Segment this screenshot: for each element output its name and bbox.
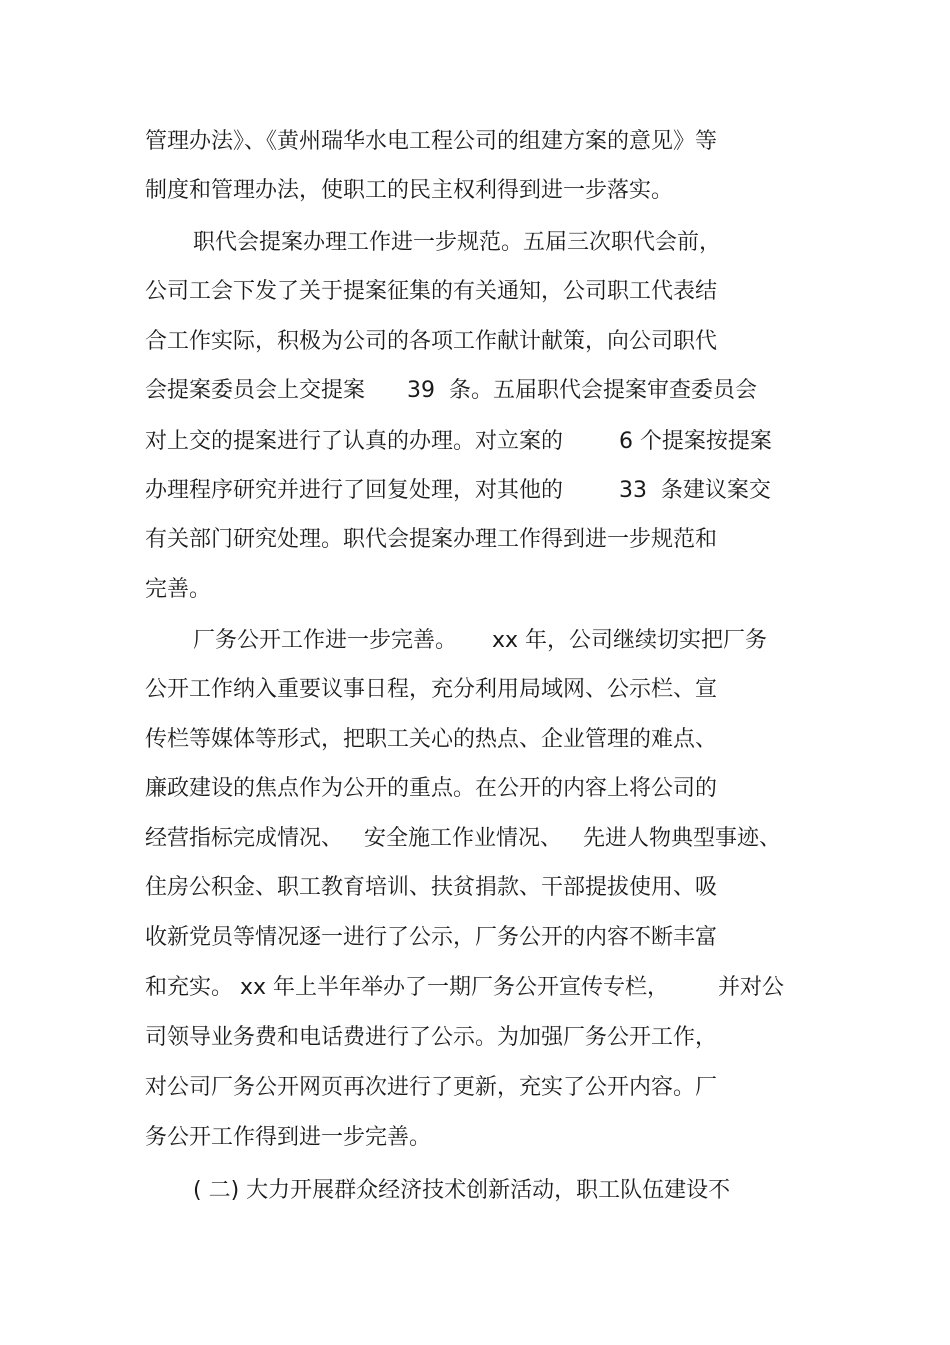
text-line: 厂务公开工作进一步完善。 xx 年，公司继续切实把厂务 bbox=[193, 628, 767, 653]
text-line: 经营指标完成情况、 安全施工作业情况、 先进人物典型事迹、 bbox=[145, 826, 781, 851]
text-line: 司领导业务费和电话费进行了公示。为加强厂务公开工作， bbox=[145, 1025, 718, 1050]
text-line: ( 二) 大力开展群众经济技术创新活动，职工队伍建设不 bbox=[193, 1178, 731, 1203]
text-line: 有关部门研究处理。职代会提案办理工作得到进一步规范和 bbox=[145, 527, 718, 552]
text-line: 公开工作纳入重要议事日程，充分利用局域网、公示栏、宣 bbox=[145, 677, 718, 702]
text-line: 职代会提案办理工作进一步规范。五届三次职代会前， bbox=[193, 230, 722, 255]
text-line: 管理办法》、《黄州瑞华水电工程公司的组建方案的意见》等 bbox=[145, 129, 718, 154]
text-line: 和充实。 xx 年上半年举办了一期厂务公开宣传专栏， 并对公 bbox=[145, 975, 784, 1000]
text-line: 会提案委员会上交提案 39 条。五届职代会提案审查委员会 bbox=[145, 378, 757, 403]
text-line: 公司工会下发了关于提案征集的有关通知，公司职工代表结 bbox=[145, 279, 718, 304]
text-line: 收新党员等情况逐一进行了公示，厂务公开的内容不断丰富 bbox=[145, 925, 718, 950]
text-line: 住房公积金、职工教育培训、扶贫捐款、干部提拔使用、吸 bbox=[145, 875, 718, 900]
text-line: 对公司厂务公开网页再次进行了更新，充实了公开内容。厂 bbox=[145, 1075, 718, 1100]
text-line: 对上交的提案进行了认真的办理。对立案的 6 个提案按提案 bbox=[145, 429, 772, 454]
text-line: 完善。 bbox=[145, 577, 212, 602]
text-line: 合工作实际，积极为公司的各项工作献计献策，向公司职代 bbox=[145, 329, 718, 354]
text-line: 务公开工作得到进一步完善。 bbox=[145, 1125, 432, 1150]
text-line: 办理程序研究并进行了回复处理，对其他的 33 条建议案交 bbox=[145, 478, 771, 503]
text-line: 传栏等媒体等形式，把职工关心的热点、企业管理的难点、 bbox=[145, 727, 718, 752]
text-line: 廉政建设的焦点作为公开的重点。在公开的内容上将公司的 bbox=[145, 776, 718, 801]
text-line: 制度和管理办法，使职工的民主权利得到进一步落实。 bbox=[145, 178, 674, 203]
